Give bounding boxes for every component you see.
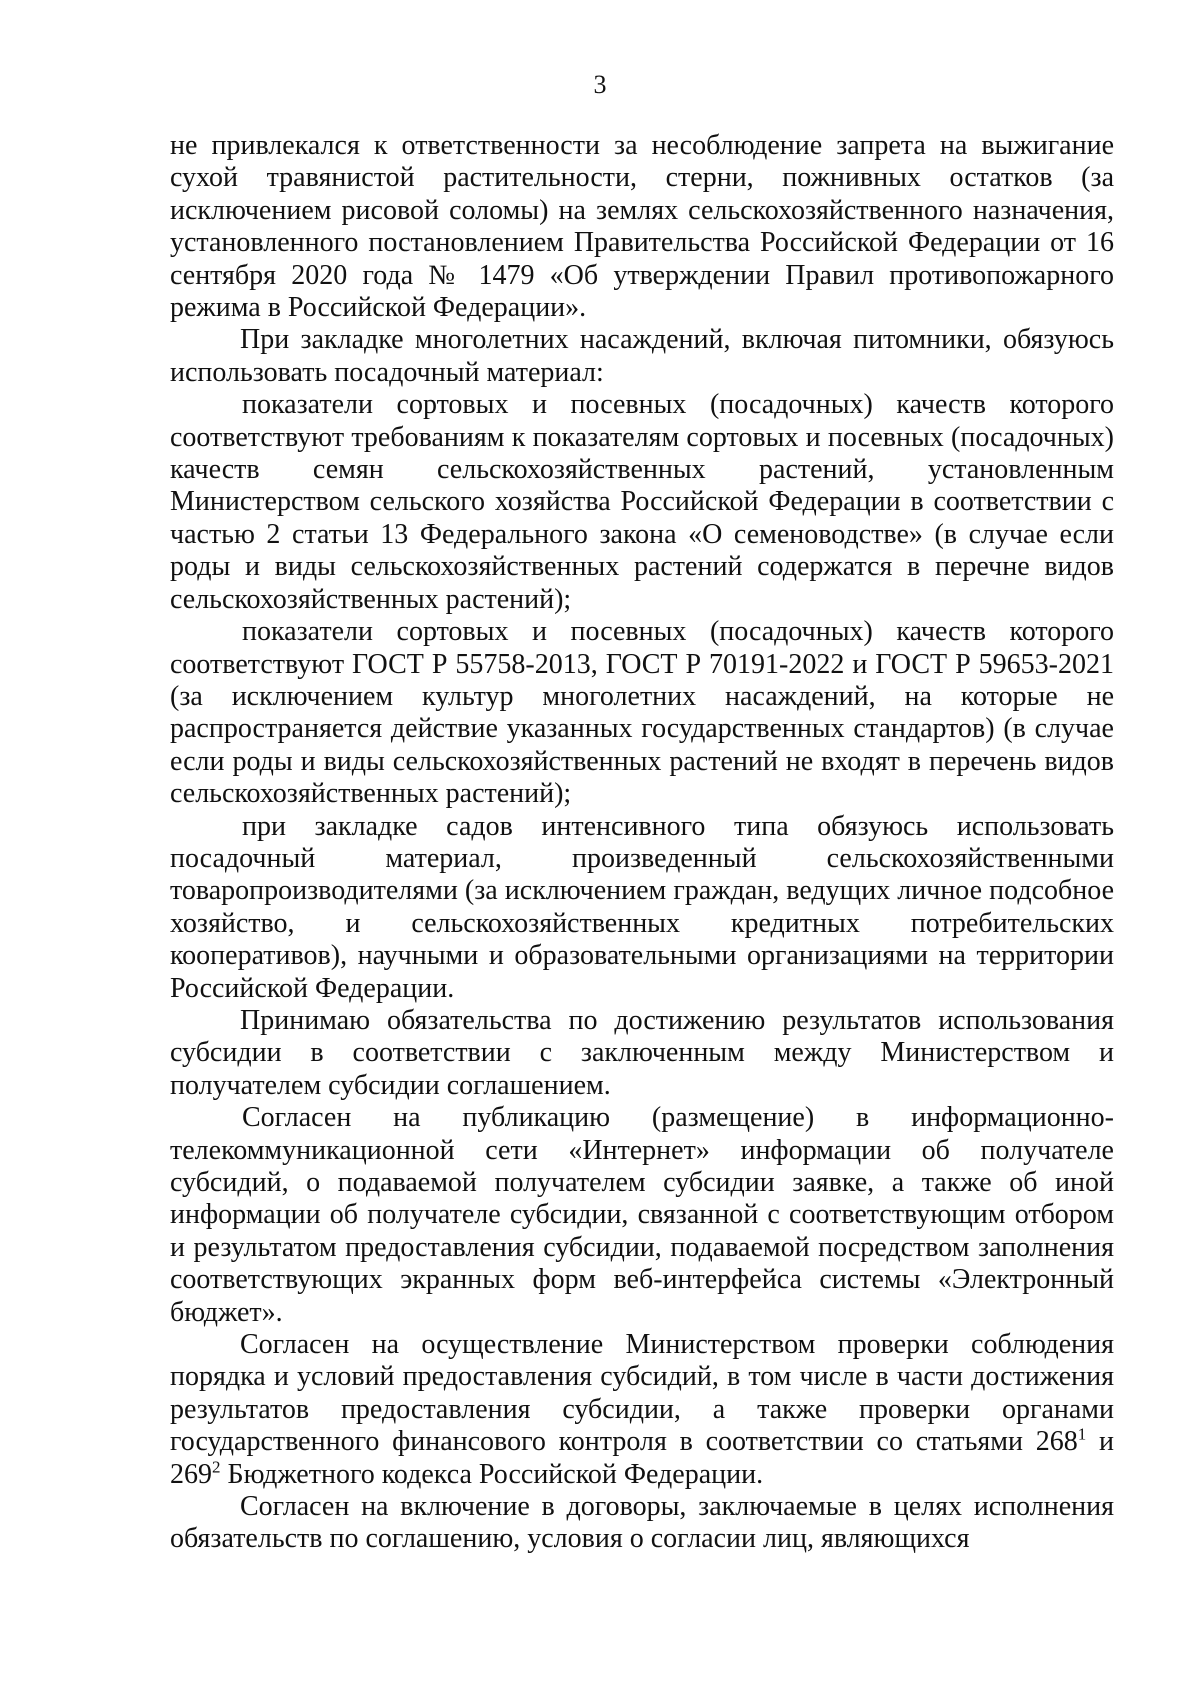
paragraph-fire-regime-liability: не привлекался к ответственности за несоблюдение запрета на выжигание сухой травянистой растительности, стерни, пожнивных остатков (за исключением рисовой соломы) на землях сельскохозяйственного назначения, установленного постановлением Правительства Российской Федерации от 16 сентября 2020 года № 1479 «Об утверждении Правил противопожарного режима в Российской Федерации». <box>170 130 1114 324</box>
superscript-article-269: 2 <box>212 1457 221 1477</box>
paragraph-inspection-consent <box>170 1329 1114 1491</box>
paragraph-gost-standards: показатели сортовых и посевных (посадочных) качеств которого соответствуют ГОСТ Р 55758-2013, ГОСТ Р 70191-2022 и ГОСТ Р 59653-2021 (за исключением культур многолетних насаждений, на которые не распространяется действие указанных государственных стандартов) (в случае если роды и виды сельскохозяйственных растений не входят в перечень видов сельскохозяйственных растений); <box>170 616 1114 810</box>
inspection-text-part3: Бюджетного кодекса Российской Федерации. <box>220 1458 764 1490</box>
paragraph-intensive-orchards: при закладке садов интенсивного типа обязуюсь использовать посадочный материал, произведенный сельскохозяйственными товаропроизводителями (за исключением граждан, ведущих личное подсобное хозяйство, и сельскохозяйственных кредитных потребительских кооперативов), научными и образовательными организациями на территории Российской Федерации. <box>170 810 1114 1004</box>
page-number: 3 <box>593 70 607 99</box>
paragraph-publication-consent: Согласен на публикацию (размещение) в информационно-телекоммуникационной сети «Интернет» информации об получателе субсидий, о подаваемой получателем субсидии заявке, а также об иной информации об получателе субсидии, связанной с соответствующим отбором и результатом предоставления субсидии, подаваемой посредством заполнения соответствующих экранных форм веб-интерфейса системы «Электронный бюджет». <box>170 1102 1114 1328</box>
paragraph-planting-material-obligation: При закладке многолетних насаждений, включая питомники, обязуюсь использовать посадочный материал: <box>170 324 1114 388</box>
paragraph-subsidy-results-obligation: Принимаю обязательства по достижению результатов использования субсидии в соответствии с заключенным между Министерством и получателем субсидии соглашением. <box>170 1004 1114 1101</box>
paragraph-seed-quality-requirements: показатели сортовых и посевных (посадочных) качеств которого соответствуют требованиям к показателям сортовых и посевных (посадочных) качеств семян сельскохозяйственных растений, установленным Министерством сельского хозяйства Российской Федерации в соответствии с частью 2 статьи 13 Федерального закона «О семеноводстве» (в случае если роды и виды сельскохозяйственных растений содержатся в перечне видов сельскохозяйственных растений); <box>170 389 1114 615</box>
inspection-text-part1: Согласен на осуществление Министерством проверки соблюдения порядка и условий предоставления субсидий, в том числе в части достижения результатов предоставления субсидии, а также проверки органами государственного финансового контроля в соответствии со статьями 268 <box>170 1329 1114 1458</box>
superscript-article-268: 1 <box>1077 1424 1087 1444</box>
paragraph-contracts-consent: Согласен на включение в договоры, заключаемые в целях исполнения обязательств по соглашению, условия о согласии лиц, являющихся <box>170 1491 1114 1555</box>
inspection-text-part2: и 269 <box>170 1426 1114 1490</box>
document-body <box>170 130 1114 1556</box>
